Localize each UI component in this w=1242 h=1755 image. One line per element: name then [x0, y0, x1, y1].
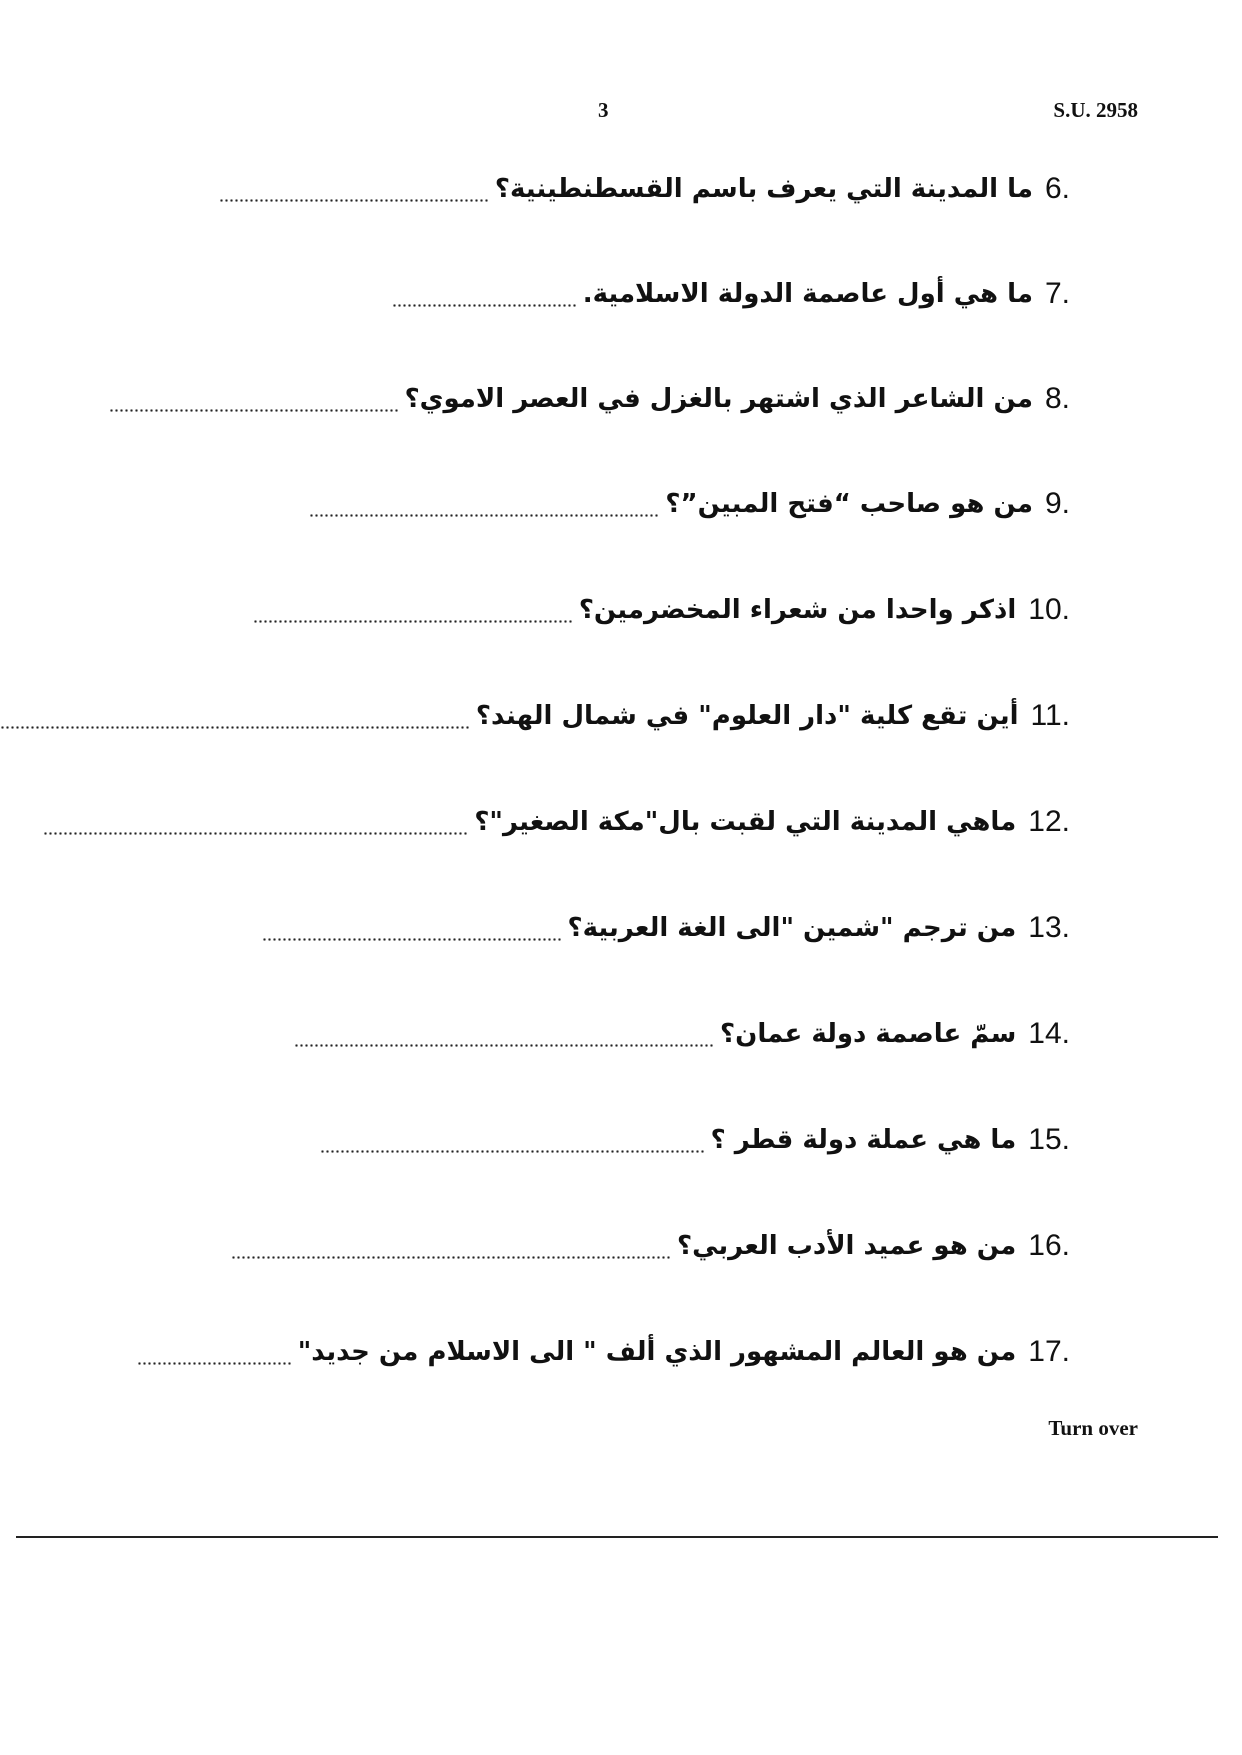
question-text: ما هي أول عاصمة الدولة الاسلامية. [582, 279, 1033, 309]
question-number: 13. [1028, 911, 1070, 944]
question-number: 7. [1044, 277, 1070, 310]
question-text: ماهي المدينة التي لقبت بال"مكة الصغير"؟ [474, 807, 1017, 837]
question-17 [137, 1330, 1070, 1374]
question-text: من الشاعر الذي اشتهر بالغزل في العصر الاموي؟ [404, 384, 1033, 414]
question-16 [231, 1224, 1070, 1268]
answer-line[interactable] [231, 1256, 671, 1259]
answer-line[interactable] [262, 938, 562, 941]
question-text: من ترجم "شمين "الى الغة العربية؟ [567, 913, 1017, 943]
bottom-rule [16, 1536, 1218, 1538]
question-number: 9. [1044, 487, 1070, 520]
answer-line[interactable] [43, 832, 468, 835]
question-text: ما هي عملة دولة قطر ؟ [710, 1125, 1017, 1155]
answer-line[interactable] [137, 1362, 292, 1365]
question-number: 16. [1028, 1229, 1070, 1262]
answer-line[interactable] [320, 1150, 705, 1153]
question-13 [262, 906, 1071, 950]
question-number: 14. [1028, 1017, 1070, 1050]
question-14 [294, 1012, 1070, 1056]
question-number: 12. [1028, 805, 1070, 838]
answer-line[interactable] [0, 726, 470, 729]
question-number: 6. [1044, 172, 1070, 205]
answer-line[interactable] [294, 1044, 714, 1047]
question-number: 8. [1044, 382, 1070, 415]
question-7 [392, 272, 1070, 316]
answer-line[interactable] [219, 199, 489, 202]
question-12 [43, 800, 1070, 844]
answer-line[interactable] [109, 409, 399, 412]
answer-line[interactable] [392, 304, 577, 307]
question-text: سمّ عاصمة دولة عمان؟ [720, 1019, 1017, 1049]
question-number: 11. [1030, 699, 1070, 732]
question-text: من هو عميد الأدب العربي؟ [677, 1231, 1017, 1261]
turn-over-label: Turn over [1048, 1416, 1138, 1440]
question-text: اذكر واحدا من شعراء المخضرمين؟ [578, 595, 1017, 625]
question-6 [219, 167, 1070, 211]
question-11 [0, 694, 1070, 738]
question-number: 15. [1028, 1123, 1070, 1156]
question-10 [253, 588, 1070, 632]
question-number: 17. [1028, 1335, 1070, 1368]
question-9 [309, 482, 1070, 526]
page-number: 3 [598, 98, 609, 122]
question-text: أين تقع كلية "دار العلوم" في شمال الهند؟ [475, 701, 1019, 731]
paper-code: S.U. 2958 [1053, 98, 1138, 122]
question-text: من هو صاحب “فتح المبين”؟ [665, 489, 1033, 519]
question-text: من هو العالم المشهور الذي ألف " الى الاسلام من جديد" [297, 1337, 1017, 1367]
question-15 [320, 1118, 1070, 1162]
answer-line[interactable] [253, 620, 573, 623]
question-8 [109, 377, 1070, 421]
answer-line[interactable] [309, 514, 659, 517]
question-number: 10. [1028, 593, 1070, 626]
question-text: ما المدينة التي يعرف باسم القسطنطينية؟ [494, 174, 1033, 204]
